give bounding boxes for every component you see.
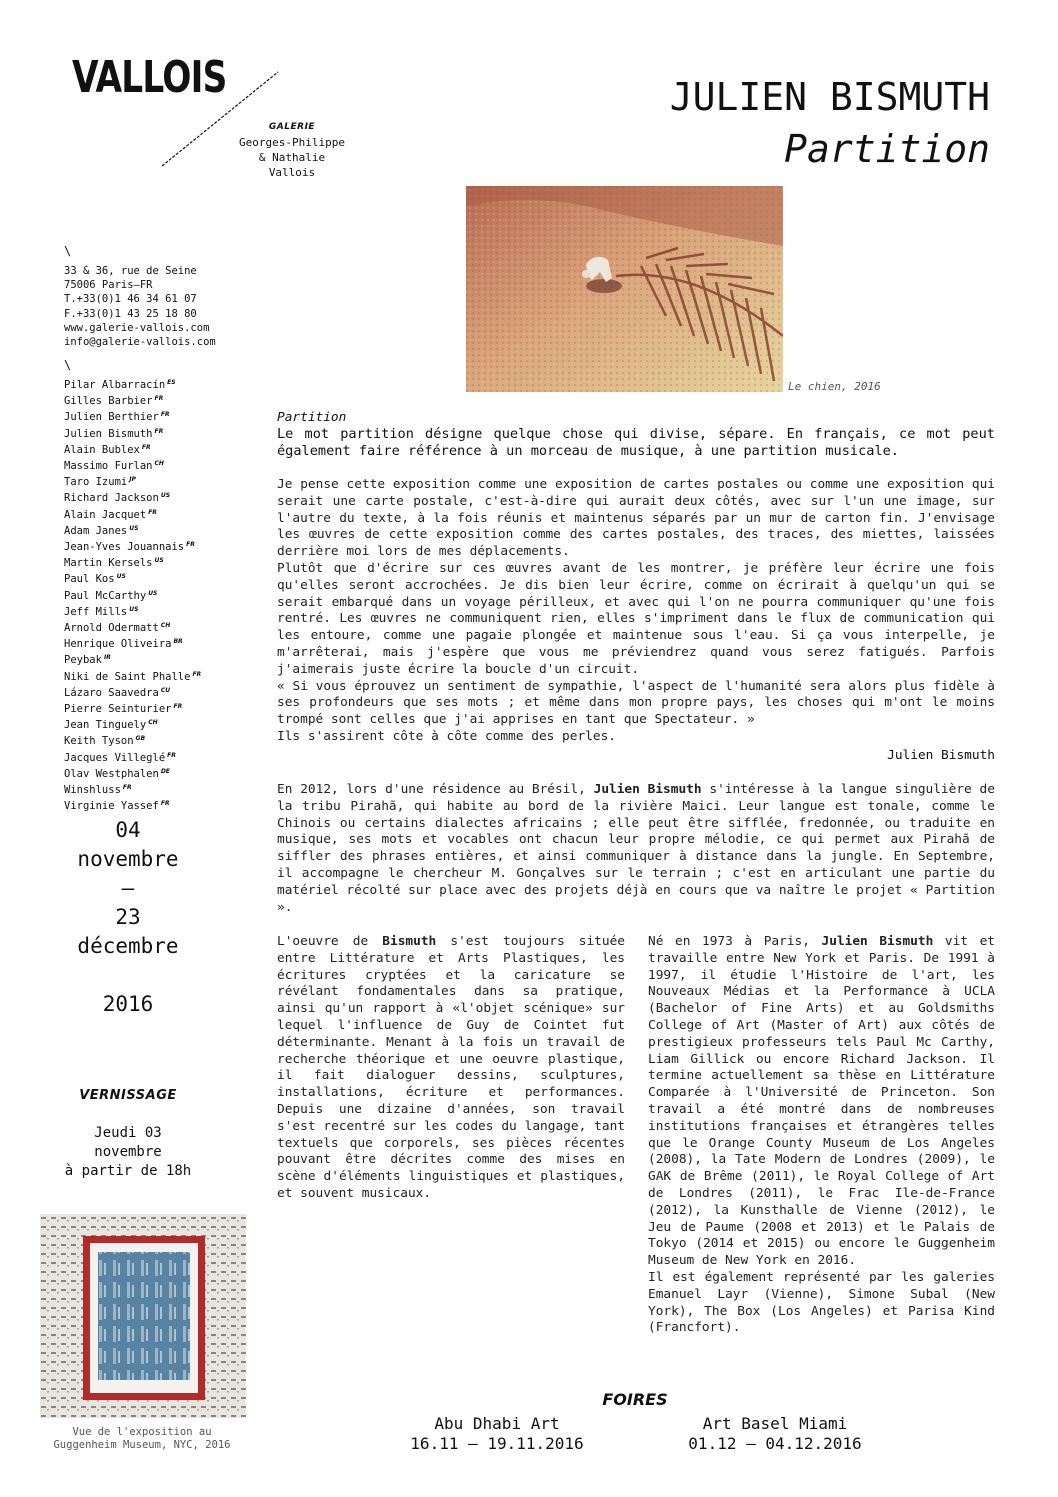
artist-country-code: FR (167, 751, 176, 759)
artist-list-item (64, 554, 201, 570)
logo-line-1: Georges-Philippe (239, 136, 345, 149)
address-street: 33 & 36, rue de Seine (64, 265, 197, 277)
artist-list-item (64, 619, 201, 635)
artist-name: Peybak (64, 654, 102, 667)
artist-list-item (64, 651, 201, 667)
artwork-photo (466, 186, 783, 392)
artist-name: Virginie Yassef (64, 800, 159, 813)
artist-list-item (64, 408, 201, 424)
artist-name: Gilles Barbier (64, 395, 153, 408)
artist-country-code: IR (103, 654, 111, 662)
fair-name: Abu Dhabi Art (434, 1414, 560, 1433)
artist-country-code: US (129, 524, 139, 532)
artist-name: Taro Izumi (64, 476, 128, 489)
statement-author: Julien Bismuth (887, 748, 995, 763)
date-spacer (56, 961, 200, 990)
intro-artist-name: Julien Bismuth (593, 782, 702, 797)
artist-list-item (64, 587, 201, 603)
artist-name: Julien Bismuth (64, 427, 153, 440)
artist-country-code: GB (135, 735, 146, 743)
artist-list-item (64, 765, 201, 781)
exhibition-title: Partition (784, 127, 990, 171)
artist-country-code: CH (148, 719, 158, 727)
artist-list-item (64, 489, 201, 505)
artist-country-code: FR (160, 800, 170, 808)
artist-list-item (64, 635, 201, 651)
gallery-address (64, 264, 216, 349)
artist-country-code: BR (173, 638, 183, 646)
artist-name: Alain Jacquet (64, 508, 147, 521)
artist-name: Henrique Oliveira (64, 638, 172, 651)
artist-name: Jean-Yves Jouannais (64, 541, 185, 554)
artist-list-item (64, 781, 201, 797)
artist-name: Pilar Albarracín (64, 379, 166, 391)
artist-list-item (64, 522, 201, 538)
fair-dates: 16.11 – 19.11.2016 (410, 1434, 584, 1453)
artist-list-item (64, 749, 201, 765)
artist-name: Paul McCarthy (64, 589, 147, 602)
artist-list-item (64, 425, 201, 441)
artist-country-code: US (148, 589, 158, 597)
artist-name: Alain Bublex (64, 443, 140, 456)
artist-name: Olav Westphalen (64, 767, 159, 780)
col1-artist-name: Bismuth (382, 934, 437, 949)
artist-country-code: US (154, 557, 164, 565)
artist-list-item (64, 797, 201, 813)
artwork-caption: Le chien, 2016 (788, 380, 881, 393)
artist-country-code: DE (160, 767, 170, 775)
artist-list-item (64, 441, 201, 457)
gallery-logo-subtitle (212, 120, 372, 180)
artist-list-item (64, 716, 201, 732)
artist-list-item (64, 603, 201, 619)
lead-paragraph: Le mot partition désigne quelque chose qui divise, sépare. En français, ce mot peut également faire référence à un morceau de musique, à une partition musicale. (277, 426, 995, 459)
exhibition-view-caption-line-2: Guggenheim Museum, NYC, 2016 (53, 1439, 231, 1451)
fairs-heading: FOIRES (602, 1390, 668, 1409)
statement-paragraph-1: Je pense cette exposition comme une exposition de cartes postales ou comme une exposition qui serait une carte postale, c'est-à-dire qui aurait deux côtés, avec sur l'un une image, sur l'autre du texte, à la fois réunis et maintenus séparés par un mur de carton fin. J'envisage les œuvres de cette exposition comme des cartes postales, des traces, des miettes, laissées derrière moi lors de mes déplacements. (277, 477, 995, 560)
fair-item (664, 1414, 886, 1454)
practice-column (277, 934, 625, 1203)
intro-paragraph (277, 782, 995, 916)
artist-list-item (64, 538, 201, 554)
fair-item (386, 1414, 608, 1454)
col2-artist-name: Julien Bismuth (821, 934, 934, 949)
address-phone: T.+33(0)1 46 34 61 07 (64, 293, 197, 306)
artist-name: Richard Jackson (64, 492, 159, 505)
intro-text-a: En 2012, lors d'une résidence au Brésil, (277, 782, 594, 797)
exhibition-dates (56, 816, 200, 1019)
artist-name: Jean Tinguely (64, 719, 147, 732)
artist-list-item (64, 668, 201, 684)
artist-country-code: FR (141, 443, 151, 451)
artist-country-code: FR (192, 670, 202, 678)
artist-name: Massimo Furlan (64, 460, 153, 473)
exhibition-view-caption (30, 1426, 254, 1452)
section-label: Partition (277, 410, 347, 425)
artist-country-code: US (116, 573, 126, 581)
artist-country-code: FR (160, 411, 170, 419)
year: 2016 (102, 992, 154, 1016)
artist-country-code: CH (154, 460, 164, 468)
artist-name: Niki de Saint Phalle (64, 670, 191, 683)
artist-name: Winshluss (64, 784, 121, 797)
statement-paragraph-3: « Si vous éprouvez un sentiment de sympathie, l'aspect de l'humanité sera alors plus fidèle à ses profondeurs que ses mots ; et même dans mon propre pays, les choses qui m'ont le moins trompé sont celles que j'ai apprises en tant que Spectateur. » (277, 678, 995, 728)
artist-list-item (64, 457, 201, 473)
vernissage-heading: VERNISSAGE (79, 1088, 177, 1103)
date-dash: — (121, 876, 135, 900)
vernissage-day: Jeudi 03 (94, 1125, 162, 1141)
biography-column (648, 934, 995, 1337)
fair-dates: 01.12 – 04.12.2016 (688, 1434, 862, 1453)
artist-list-item (64, 392, 201, 408)
col2-representation: Il est également représenté par les galeries Emanuel Layr (Vienne), Simone Subal (New York), The Box (Los Angeles) et Parisa Kind (Francfort). (648, 1269, 995, 1336)
artist-country-code: CU (160, 686, 171, 694)
start-day: 04 (115, 818, 141, 842)
artist-list-item (64, 506, 201, 522)
logo-galerie-label: GALERIE (268, 122, 316, 132)
vernissage-details (46, 1124, 210, 1181)
gallery-logo-wordmark: VALLOIS (72, 52, 227, 103)
address-slash-mark: \ (64, 244, 72, 258)
artist-country-code: JP (129, 476, 136, 484)
end-month: décembre (77, 934, 179, 958)
col1-text-a: L'oeuvre de (277, 934, 383, 949)
artist-name: Julien Berthier (64, 411, 159, 424)
exhibition-view-image (40, 1214, 246, 1418)
artist-list-item (64, 700, 201, 716)
artist-name: Paul Kos (64, 573, 115, 586)
statement-paragraph-4: Ils s'assirent côte à côte comme des perles. (277, 728, 616, 744)
vernissage-month: novembre (94, 1144, 162, 1160)
artist-list-item (64, 473, 201, 489)
fair-name: Art Basel Miami (702, 1414, 848, 1433)
artist-name: Pierre Seinturier (64, 703, 172, 716)
artist-list-item (64, 376, 201, 392)
artist-country-code: FR (148, 508, 157, 516)
address-city: 75006 Paris—FR (64, 279, 153, 292)
col1-text-b: s'est toujours située entre Littérature et Arts Plastiques, les écritures cryptées et la caricature se révélant fondamentales dans sa pratique, ainsi qu'un rapport à «l'objet scénique» sur lequel l'influence de Guy de Cointet fut déterminante. Menant à la fois un travail de recherche théorique et une oeuvre plastique, il fait dialoguer dessins, sculptures, installations, écriture et performances. Depuis une dizaine d'années, son travail s'est recentré sur les codes du langage, tant textuels que corporels, ses pièces récentes pouvant être décrites comme des mises en scène d'éléments linguistiques et plastiques, et souvent musicaux. (277, 934, 625, 1201)
artist-name: Jacques Villeglé (64, 751, 166, 764)
address-fax: F.+33(0)1 43 25 18 80 (64, 307, 197, 320)
logo-line-3: Vallois (268, 166, 316, 179)
address-email-link[interactable]: info@galerie-vallois.com (64, 336, 216, 349)
logo-line-2: & Nathalie (258, 151, 326, 164)
artist-name: Martin Kersels (64, 557, 153, 570)
vernissage-time: à partir de 18h (64, 1163, 192, 1179)
artist-title: JULIEN BISMUTH (669, 75, 990, 119)
artist-country-code: FR (122, 784, 132, 792)
col2-text-a: Né en 1973 à Paris, (648, 934, 822, 949)
artist-country-code: FR (154, 395, 164, 403)
end-day: 23 (115, 905, 141, 929)
artist-country-code: US (160, 492, 171, 500)
start-month: novembre (77, 847, 179, 871)
artists-list (64, 376, 201, 813)
artist-country-code: US (129, 605, 139, 613)
artists-slash-mark: \ (64, 358, 72, 372)
col2-text-b: vit et travaille entre New York et Paris. De 1991 à 1997, il étudie l'Histoire de l'art, les Nouveaux Médias et la Performance à UCLA (Bachelor of Fine Arts) et au Goldsmiths College of Art (Master of Art) aux côtés de prestigieux professeurs tels Paul Mc Carthy, Liam Gillick ou encore Richard Jackson. Il termine actuellement sa thèse en Littérature Comparée à l'Université de Princeton. Son travail a été montré dans de nombreuses institutions françaises et étrangères telles que le Orange County Museum de Los Angeles (2008), la Tate Modern de Londres (2009), le GAK de Brême (2011), le Royal College of Art de Londres (2011), le Frac Ile-de-France (2012), la Kunsthalle de Vienne (2012), le Jeu de Paume (2008 et 2013) et le Palais de Tokyo (2014 et 2015) ou encore le Guggenheim Museum de New York en 2016. (648, 934, 995, 1269)
artist-list-item (64, 570, 201, 586)
artist-country-code: FR (173, 703, 183, 711)
artist-country-code: FR (186, 541, 195, 549)
artist-name: Arnold Odermatt (64, 622, 159, 635)
artist-name: Lázaro Saavedra (64, 686, 159, 699)
artist-list-item (64, 684, 201, 700)
exhibition-view-caption-line-1: Vue de l'exposition au (72, 1426, 212, 1438)
artist-name: Keith Tyson (64, 735, 134, 748)
address-website-link[interactable]: www.galerie-vallois.com (64, 321, 210, 334)
artist-list-item (64, 732, 201, 748)
statement-paragraph-2: Plutôt que d'écrire sur ces œuvres avant de les montrer, je préfère leur écrire une fois qu'elles seront accrochées. Je dis bien leur écrire, comme on écrirait à quelqu'un qui se serait embarqué dans un voyage périlleux, et avec qui l'on ne pourra communiquer qu'une fois rentré. Les œuvres ne communiquent rien, elles s'impriment dans le flux de communication qui les entoure, comme une pagaie plongée et maintenue sous l'eau. Si ça vous interpelle, je m'arrêterai, mais j'espère que vous me préviendrez quand vous serez fatigués. Parfois j'aimerais juste écrire la boucle d'un circuit. (277, 560, 995, 677)
artist-name: Jeff Mills (64, 605, 128, 618)
artist-statement (277, 477, 995, 746)
artist-country-code: ES (167, 379, 176, 386)
artist-country-code: FR (154, 427, 164, 435)
artist-name: Adam Janes (64, 524, 128, 537)
intro-text-b: s'intéresse à la langue singulière de la tribu Pirahã, qui habite au bord de la rivière Maici. Leur langue est tonale, comme le Chinois ou certains dialectes africains ; elle peut être sifflée, fredonnée, ou traduite en musique, ses mots et vocables ont chacun leur propre mélodie, ce qui permet aux Pirahã de siffler des phrases entières, et ainsi communiquer à distance dans la jungle. En Septembre, il accompagne le chercheur M. Gonçalves sur le terrain ; c'est en articulant une partie du matériel récolté sur place avec des projets déjà en cours que va naître le projet « Partition ». (277, 782, 995, 915)
artist-country-code: CH (160, 622, 171, 630)
